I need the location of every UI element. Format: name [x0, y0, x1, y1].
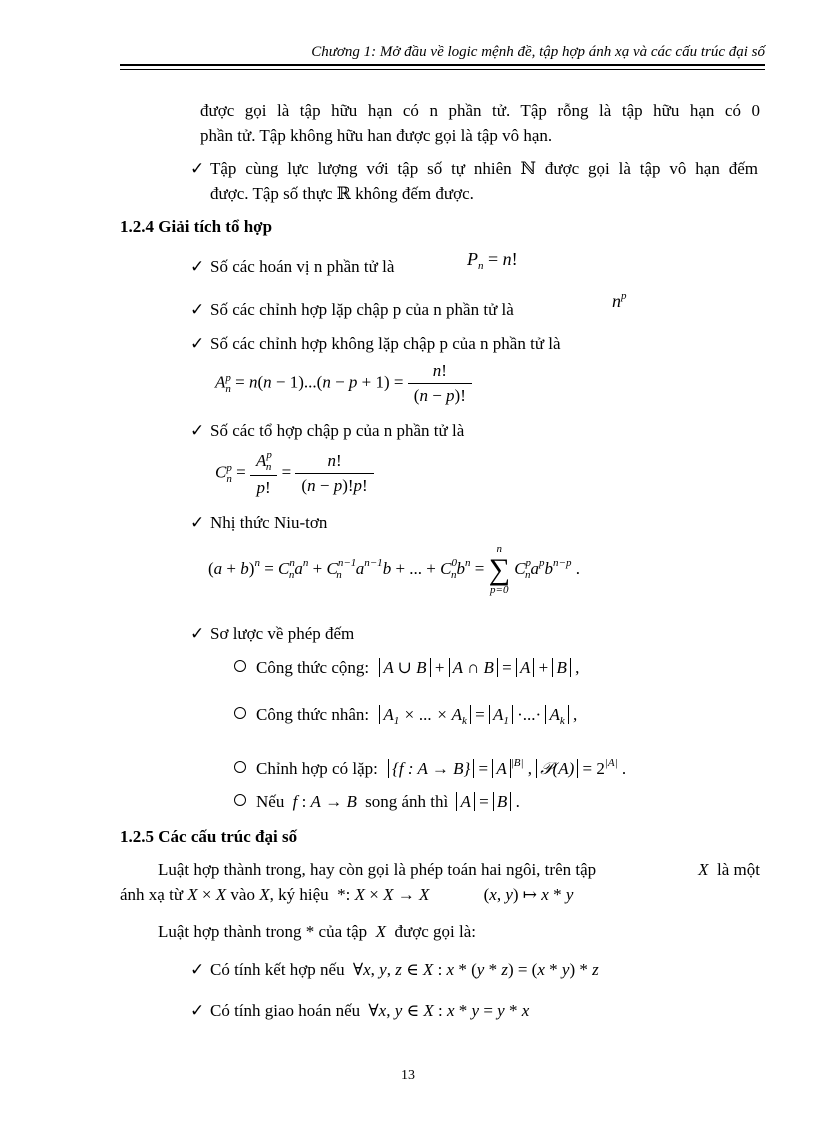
circle-bullet-icon — [234, 707, 246, 719]
para2: Luật hợp thành trong * của tập X được gọi là: — [158, 922, 477, 941]
bullet-infinite: ✓ Tập cùng lực lượng với tập số tự nhiên ℕ được gọi là tập vô hạn đếm — [190, 159, 758, 178]
addition-rule: Công thức cộng: A ∪ B + A ∩ B = A + B , — [234, 658, 579, 678]
multiplication-rule: Công thức nhân: $A_1$ × ... × $A_k = A_1$ ·...· $A_k$ , — [234, 705, 577, 727]
bullet-binomial: ✓ Nhị thức Niu-tơn — [190, 513, 328, 532]
running-header: Chương 1: Mở đầu về logic mệnh đề, tập hợp ánh xạ và các cấu trúc đại số — [311, 44, 765, 60]
bijection-rule: Nếu f : A → B song ánh thì A = B . — [234, 792, 520, 812]
circle-bullet-icon — [234, 660, 246, 672]
bullet-commutative: ✓ Có tính giao hoán nếu ∀x, y ∈ X : x * y = y * x — [190, 1001, 530, 1020]
combination-formula: C p n = $\frac{A^p_n}{p!}$ = $\frac{n!}{(n - p)!p!}$ — [215, 449, 374, 498]
check-icon: ✓ — [190, 334, 205, 353]
header-rule-thin — [120, 69, 765, 70]
intro-line-1: được gọi là tập hữu hạn có n phần tử. Tập rỗng là tập hữu hạn có 0 — [200, 101, 760, 120]
para1-line1: Luật hợp thành trong, hay còn gọi là phép toán hai ngôi, trên tập X là một — [158, 860, 760, 879]
bullet-combination: ✓ Số các tổ hợp chập p của n phần tử là — [190, 421, 465, 440]
check-icon: ✓ — [190, 513, 205, 532]
circle-bullet-icon — [234, 761, 246, 773]
intro-line-2: phần tử. Tập không hữu han được gọi là tập vô hạn. — [200, 126, 553, 145]
circle-bullet-icon — [234, 794, 246, 806]
bullet-infinite-line2: được. Tập số thực ℝ không đếm được. — [210, 184, 474, 203]
check-icon: ✓ — [190, 257, 205, 276]
arr-rep-formula: $n^p$ — [612, 290, 627, 311]
check-icon: ✓ — [190, 159, 205, 178]
page-number: 13 — [401, 1068, 415, 1083]
check-icon: ✓ — [190, 624, 205, 643]
bullet-associative: ✓ Có tính kết hợp nếu ∀x, y, z ∈ X : x * (y * z) = (x * y) * z — [190, 960, 599, 979]
bullet-arrangement-rep: ✓ Số các chỉnh hợp lặp chập p của n phần tử là — [190, 300, 514, 319]
section-heading-124: 1.2.4 Giải tích tổ hợp — [120, 217, 273, 236]
header-rule-thick — [120, 64, 765, 66]
binomial-formula: $(a + b)^n = C^n_na^n + C^{n-1}_n$ $a^{n-1}b$ + ... + $C^0_nb^n$ = n ∑ p=0 $C^p_na^pb^{n-p}$ . — [208, 543, 580, 596]
check-icon: ✓ — [190, 960, 205, 979]
perm-formula: $P_n = n$! — [467, 249, 518, 272]
arrangement-rep-rule: Chỉnh hợp có lặp: {f : A → B} = A $^{|B|}$ , 𝒫(A) = $2^{|A|}$ . — [234, 757, 626, 779]
check-icon: ✓ — [190, 421, 205, 440]
bullet-permutation: ✓ Số các hoán vị n phần tử là — [190, 257, 395, 276]
arrangement-formula: A p n = n(n − 1)...(n − p + 1) = $\frac{n!}{(n - p)!}$ — [215, 361, 472, 406]
check-icon: ✓ — [190, 1001, 205, 1020]
bullet-counting: ✓ Sơ lược về phép đếm — [190, 624, 355, 643]
section-heading-125: 1.2.5 Các cấu trúc đại số — [120, 827, 298, 846]
check-icon: ✓ — [190, 300, 205, 319]
bullet-arrangement: ✓ Số các chỉnh hợp không lặp chập p của n phần tử là — [190, 334, 561, 353]
para1-line2: ánh xạ từ X × X vào X, ký hiệu *: X × X → X (x, y) ↦ x * y — [120, 885, 574, 904]
